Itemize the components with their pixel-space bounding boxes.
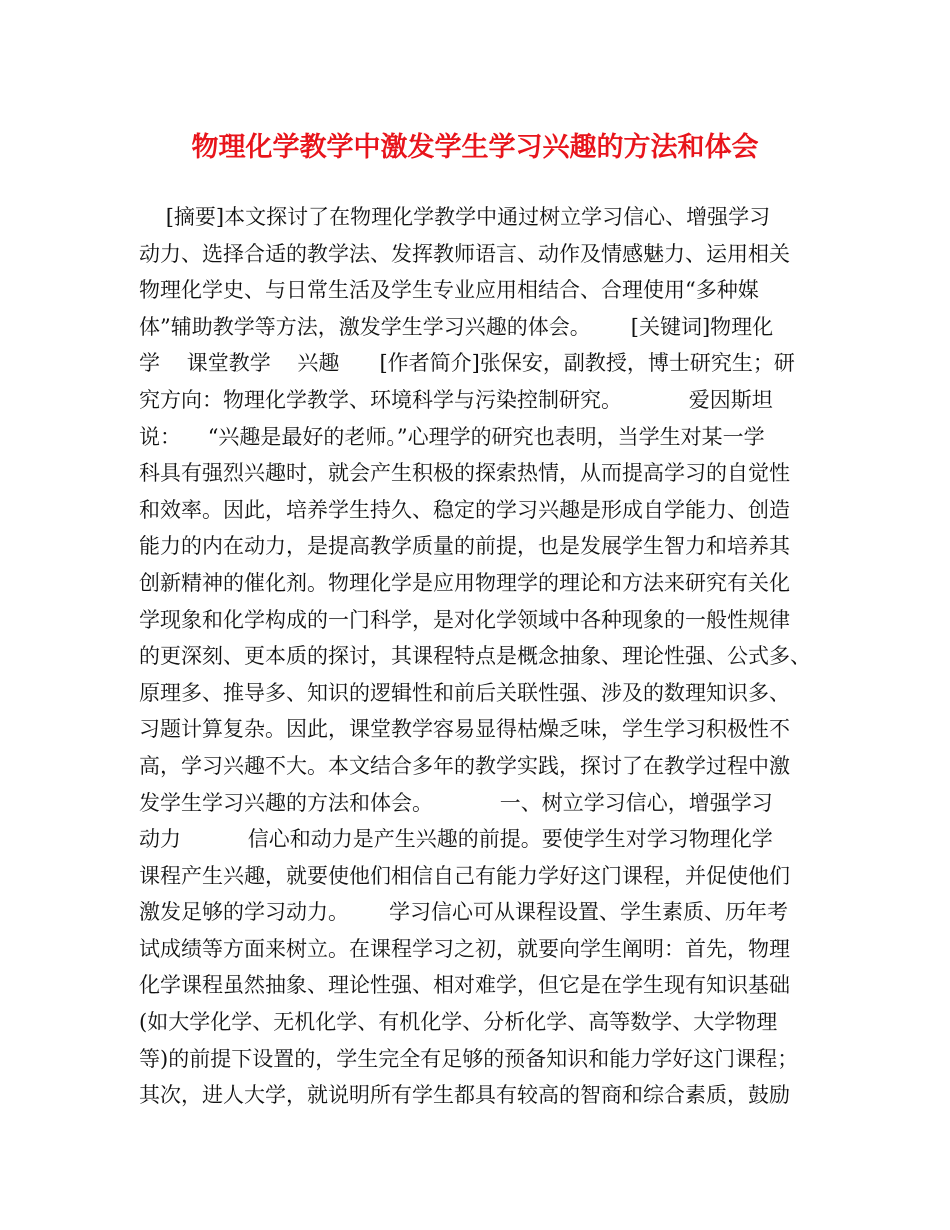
body-line: 高，学习兴趣不大。本文结合多年的教学实践，探讨了在教学过程中激 bbox=[139, 753, 790, 778]
body-line: 能力的内在动力，是提高教学质量的前提，也是发展学生智力和培养其 bbox=[139, 534, 790, 559]
body-line: 试成绩等方面来树立。在课程学习之初，就要向学生阐明：首先，物理 bbox=[139, 936, 790, 961]
body-line: 和效率。因此，培养学生持久、稳定的学习兴趣是形成自学能力、创造 bbox=[139, 497, 790, 522]
body-line: 说： “兴趣是最好的老师。”心理学的研究也表明，当学生对某一学 bbox=[139, 424, 765, 449]
body-line: 动力 信心和动力是产生兴趣的前提。要使学生对学习物理化学 bbox=[139, 827, 773, 852]
body-line: 学 课堂教学 兴趣 [作者简介]张保安，副教授，博士研究生；研 bbox=[139, 351, 795, 376]
body-line: 学现象和化学构成的一门科学，是对化学领域中各种现象的一般性规律 bbox=[139, 607, 790, 632]
body-line: (如大学化学、无机化学、有机化学、分析化学、高等数学、大学物理 bbox=[139, 1010, 778, 1035]
body-line: 物理化学史、与日常生活及学生专业应用相结合、合理使用“多种媒 bbox=[139, 278, 759, 303]
body-line: 的更深刻、更本质的探讨，其课程特点是概念抽象、理论性强、公式多、 bbox=[139, 644, 811, 669]
body-line: 动力、选择合适的教学法、发挥教师语言、动作及情感魅力、运用相关 bbox=[139, 241, 790, 266]
body-line: 究方向：物理化学教学、环境科学与污染控制研究。 爱因斯坦 bbox=[139, 387, 773, 412]
body-line: 发学生学习兴趣的方法和体会。 一、树立学习信心，增强学习 bbox=[139, 790, 773, 815]
body-line: 习题计算复杂。因此，课堂教学容易显得枯燥乏味，学生学习积极性不 bbox=[139, 717, 790, 742]
body-line: 原理多、推导多、知识的逻辑性和前后关联性强、涉及的数理知识多、 bbox=[139, 680, 790, 705]
body-line: [摘要]本文探讨了在物理化学教学中通过树立学习信心、增强学习 bbox=[139, 205, 771, 229]
body-line: 课程产生兴趣，就要使他们相信自己有能力学好这门课程，并促使他们 bbox=[139, 863, 790, 888]
body-line: 激发足够的学习动力。 学习信心可从课程设置、学生素质、历年考 bbox=[139, 900, 789, 925]
body-line: 体”辅助教学等方法，激发学生学习兴趣的体会。 [关键词]物理化 bbox=[139, 314, 774, 339]
document-title: 物理化学教学中激发学生学习兴趣的方法和体会 bbox=[191, 132, 759, 163]
body-line: 化学课程虽然抽象、理论性强、相对难学，但它是在学生现有知识基础 bbox=[139, 973, 790, 998]
document-body bbox=[139, 199, 829, 1114]
body-line: 创新精神的催化剂。物理化学是应用物理学的理论和方法来研究有关化 bbox=[139, 570, 790, 595]
body-line: 科具有强烈兴趣时，就会产生积极的探索热情，从而提高学习的自觉性 bbox=[139, 461, 790, 486]
body-line: 等)的前提下设置的，学生完全有足够的预备知识和能力学好这门课程； bbox=[139, 1046, 799, 1071]
body-line: 其次，进人大学，就说明所有学生都具有较高的智商和综合素质，鼓励 bbox=[139, 1083, 790, 1108]
